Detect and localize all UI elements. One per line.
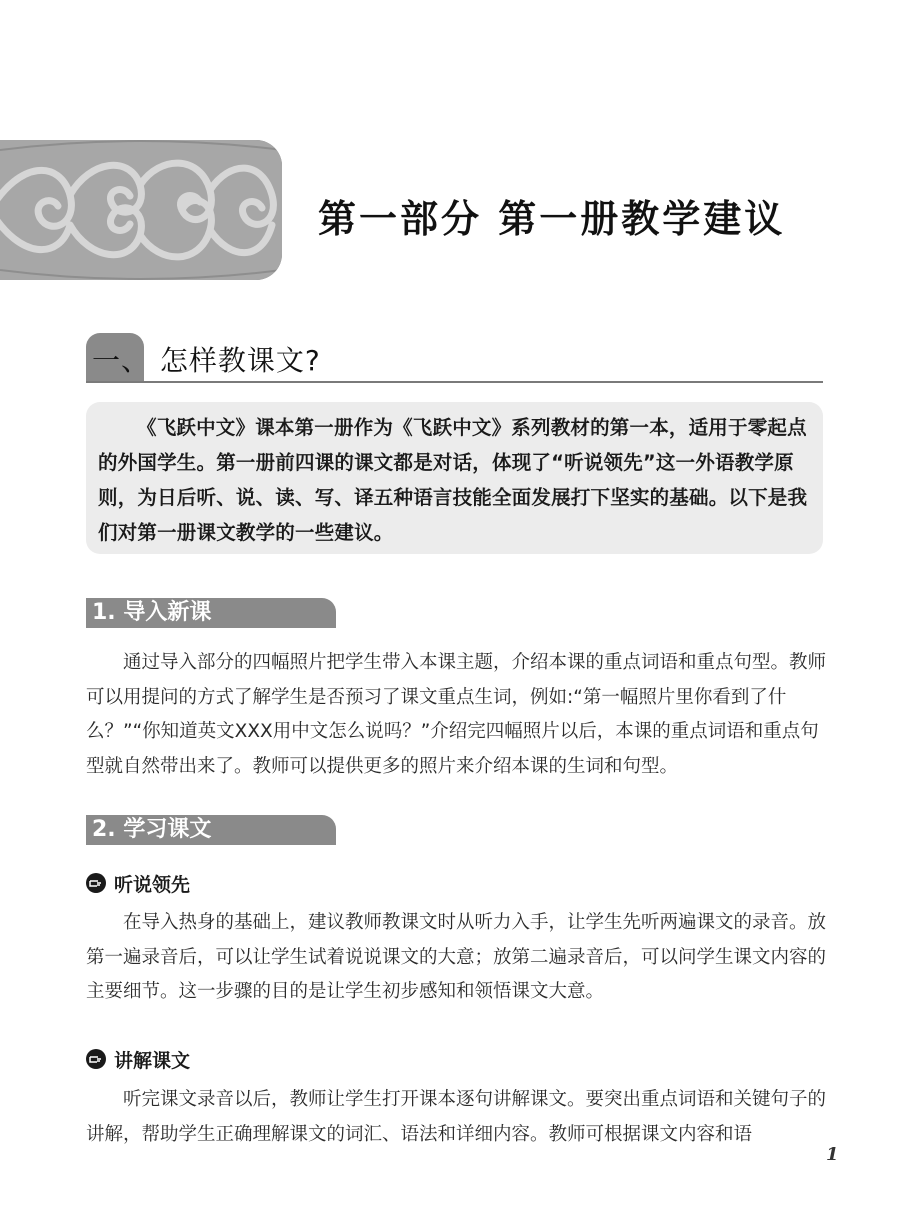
subsection-heading-study: 2. 学习课文 <box>86 815 336 845</box>
decorative-banner <box>0 140 282 280</box>
part-title: 第一部分 第一册教学建议 <box>318 196 786 241</box>
section-title: 一、 怎样教课文? <box>92 344 321 377</box>
pointing-hand-icon <box>86 873 106 893</box>
point-title: 讲解课文 <box>114 1049 191 1072</box>
subsection-heading-import: 1. 导入新课 <box>86 598 336 628</box>
point-heading-listen-speak <box>86 870 190 896</box>
intro-box <box>86 402 823 554</box>
subsection-text-import: 通过导入部分的四幅照片把学生带入本课主题，介绍本课的重点词语和重点句型。教师可以用提问的方式了解学生是否预习了课文重点生词，例如:“第一幅照片里你看到了什么？”“你知道英文XXX用中文怎么说吗？”介绍完四幅照片以后，本课的重点词语和重点句型就自然带出来了。教师可以提供更多的照片来介绍本课的生词和句型。 <box>86 652 827 777</box>
section-heading <box>86 333 823 383</box>
point-title: 听说领先 <box>114 873 191 896</box>
ornament-pattern-icon <box>0 140 282 280</box>
pointing-hand-icon <box>86 1049 106 1069</box>
intro-text: 《飞跃中文》课本第一册作为《飞跃中文》系列教材的第一本，适用于零起点的外国学生。第一册前四课的课文都是对话，体现了“听说领先”这一外语教学原则，为日后听、说、读、写、译五种语言技能全面发展打下坚实的基础。以下是我们对第一册课文教学的一些建议。 <box>98 416 808 544</box>
point-heading-explain-text <box>86 1046 190 1072</box>
point-text-listen-speak: 在导入热身的基础上，建议教师教课文时从听力入手，让学生先听两遍课文的录音。放第一遍录音后，可以让学生试着说说课文的大意；放第二遍录音后，可以问学生课文内容的主要细节。这一步骤的目的是让学生初步感知和领悟课文大意。 <box>86 912 827 1002</box>
point-text-explain-text: 听完课文录音以后，教师让学生打开课本逐句讲解课文。要突出重点词语和关键句子的讲解，帮助学生正确理解课文的词汇、语法和详细内容。教师可根据课文内容和语 <box>86 1089 827 1145</box>
page-number: 1 <box>826 1144 839 1165</box>
